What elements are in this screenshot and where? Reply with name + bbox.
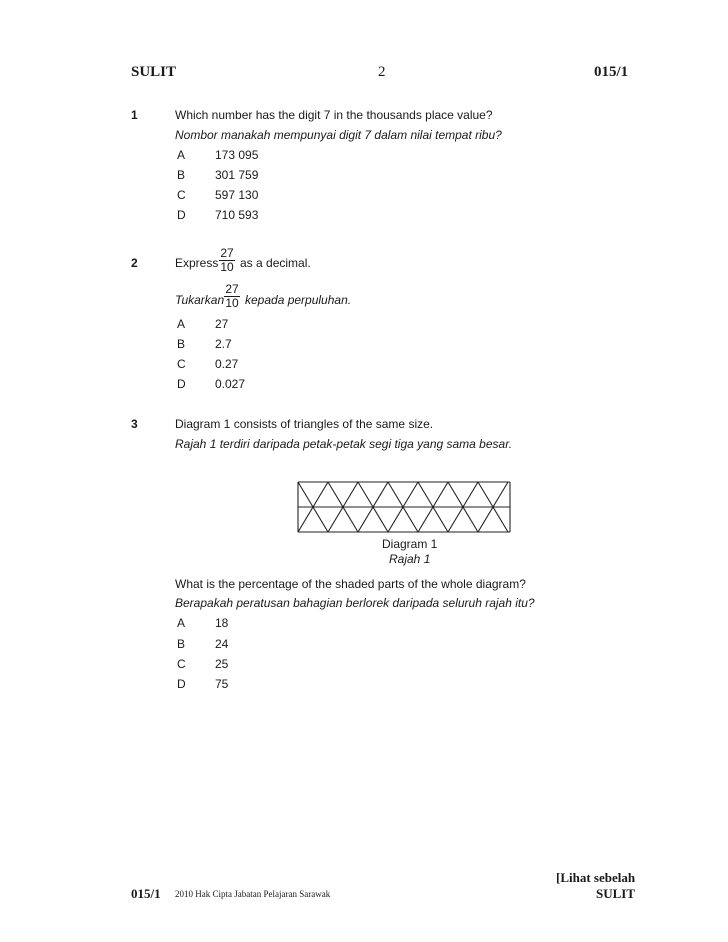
question-text-ms: Nombor manakah mempunyai digit 7 dalam nilai tempat ribu? [175,128,502,142]
diagram-line [313,482,328,507]
question-text-ms: Rajah 1 terdiri daripada petak-petak segi tiga yang sama besar. [175,437,513,451]
diagram-line [418,482,433,507]
fraction-denominator: 10 [225,296,239,310]
option-letter: C [177,657,186,671]
option-value: 24 [215,637,229,651]
diagram-line [328,482,343,507]
option-letter: B [177,337,186,351]
option-letter: C [177,188,186,202]
fraction-denominator: 10 [220,260,234,274]
fraction [224,283,240,310]
diagram-line [403,507,418,532]
option-letter: B [177,637,186,651]
question-text-ms-before: Tukarkan [175,293,225,307]
diagram-line [373,507,388,532]
question-prompt-ms: Berapakah peratusan bahagian berlorek daripada seluruh rajah itu? [175,596,535,610]
diagram-line [298,482,313,507]
option-value: 2.7 [215,337,232,351]
footer-sulit: SULIT [596,886,636,901]
triangle-diagram [296,480,516,536]
fraction-numerator: 27 [225,282,239,296]
footer-paper-code: 015/1 [131,886,161,901]
option-value: 18 [215,616,229,630]
option-value: 173 095 [215,148,259,162]
diagram-line [388,507,403,532]
diagram-line [403,482,418,507]
turn-over-note: [Lihat sebelah [556,870,636,885]
diagram-line [358,482,373,507]
option-value: 710 593 [215,208,259,222]
diagram-caption-ms: Rajah 1 [389,552,431,566]
diagram-line [388,482,403,507]
option-letter: D [177,377,186,391]
footer-copyright: 2010 Hak Cipta Jabatan Pelajaran Sarawak [175,889,331,899]
question-text-en-before: Express [175,256,219,270]
option-letter: A [177,148,186,162]
question-text-en-after: as a decimal. [240,256,311,270]
diagram-line [448,507,463,532]
question-number: 1 [131,108,138,122]
diagram-line [448,482,463,507]
option-letter: A [177,616,186,630]
header-sulit: SULIT [131,64,177,80]
question-text-en: Which number has the digit 7 in the thousands place value? [175,108,493,122]
diagram-line [298,507,313,532]
fraction [219,247,235,274]
question-text-ms-after: kepada perpuluhan. [245,293,352,307]
diagram-line [433,482,448,507]
question-number: 3 [131,417,138,431]
question-number: 2 [131,256,138,270]
diagram-line [478,507,493,532]
diagram-caption-en: Diagram 1 [382,537,438,551]
header-paper-code: 015/1 [594,64,629,80]
diagram-line [343,482,358,507]
page-number: 2 [378,64,386,80]
option-letter: A [177,317,186,331]
diagram-line [493,482,508,507]
question-text-en: Diagram 1 consists of triangles of the same size. [175,417,434,431]
option-value: 25 [215,657,229,671]
option-value: 301 759 [215,168,259,182]
fraction-numerator: 27 [220,246,234,260]
option-letter: B [177,168,186,182]
diagram-line [418,507,433,532]
option-letter: C [177,357,186,371]
option-letter: D [177,677,186,691]
diagram-line [478,482,493,507]
option-value: 0.27 [215,357,239,371]
option-value: 0.027 [215,377,246,391]
option-value: 597 130 [215,188,259,202]
diagram-line [433,507,448,532]
diagram-line [313,507,328,532]
option-value: 27 [215,317,229,331]
diagram-line [343,507,358,532]
diagram-line [493,507,508,532]
option-value: 75 [215,677,229,691]
diagram-line [373,482,388,507]
option-letter: D [177,208,186,222]
question-prompt-en: What is the percentage of the shaded parts of the whole diagram? [175,577,526,591]
diagram-line [463,507,478,532]
diagram-line [358,507,373,532]
diagram-line [328,507,343,532]
diagram-line [463,482,478,507]
